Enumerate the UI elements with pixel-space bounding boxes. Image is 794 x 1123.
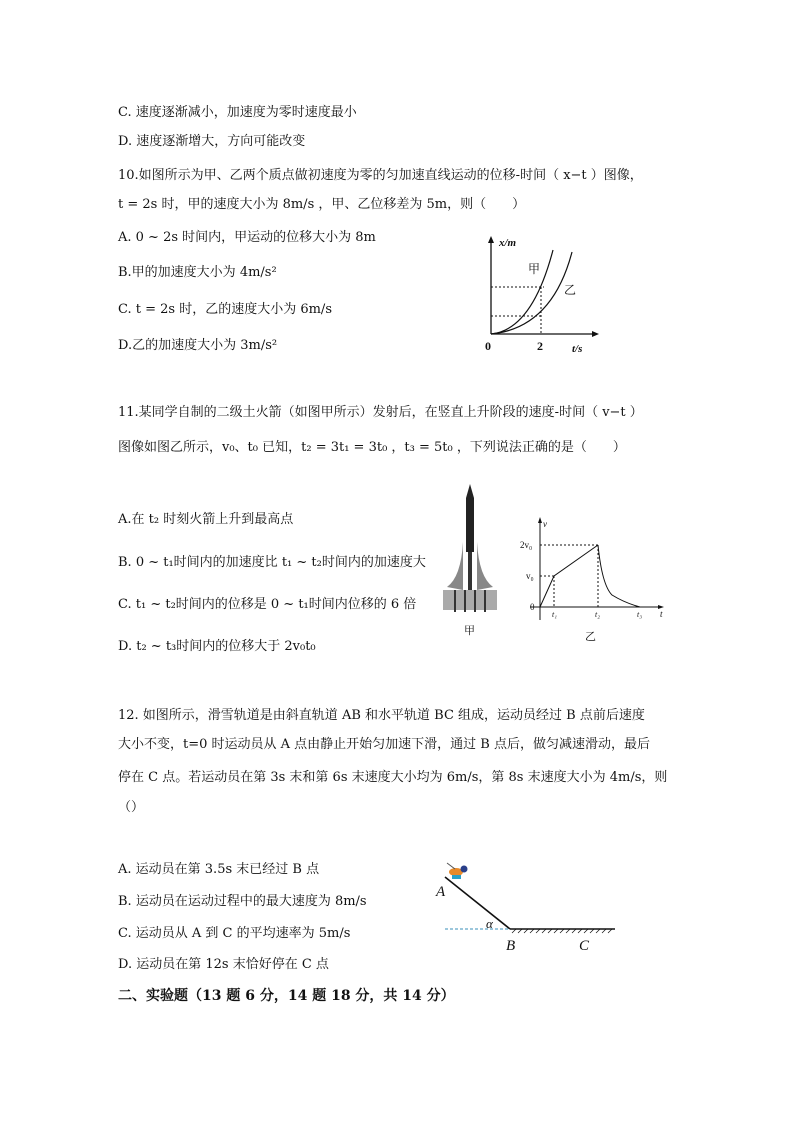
q12-stem-line4: （） bbox=[118, 800, 145, 815]
q12-stem-line1: 12. 如图所示，滑雪轨道是由斜直轨道 AB 和水平轨道 BC 组成，运动员经过 B 点前后速度 bbox=[118, 708, 645, 723]
q10-option-a: A. 0 ~ 2s 时间内，甲运动的位移大小为 8m bbox=[118, 230, 376, 245]
q12-stem-line3: 停在 C 点。若运动员在第 3s 末和第 6s 末速度大小均为 6m/s，第 8s 末速度大小为 4m/s，则 bbox=[118, 770, 668, 785]
origin-label: 0 bbox=[530, 602, 535, 612]
origin-label: 0 bbox=[485, 339, 491, 353]
section2-heading: 二、实验题（13 题 6 分，14 题 18 分，共 14 分） bbox=[118, 988, 455, 1004]
curve-label-jia: 甲 bbox=[528, 262, 541, 276]
q12-option-c: C. 运动员从 A 到 C 的平均速率为 5m/s bbox=[118, 926, 351, 941]
point-a-label: A bbox=[436, 884, 446, 900]
q11-option-c: C. t₁ ~ t₂时间内的位移是 0 ~ t₁时间内位移的 6 倍 bbox=[118, 597, 417, 612]
q11-option-d: D. t₂ ~ t₃时间内的位移大于 2v₀t₀ bbox=[118, 639, 316, 654]
q12-stem-line2: 大小不变，t=0 时运动员从 A 点由静止开始匀加速下滑，通过 B 点后，做匀减速滑动，最后 bbox=[118, 737, 650, 752]
q12-option-b: B. 运动员在运动过程中的最大速度为 8m/s bbox=[118, 894, 367, 909]
t-axis-label: t bbox=[660, 609, 663, 619]
y-tick-2v0: 2v₀ bbox=[520, 540, 533, 550]
angle-alpha-label: α bbox=[486, 916, 493, 931]
x-tick-t2: t₂ bbox=[595, 610, 601, 619]
q11-option-a: A.在 t₂ 时刻火箭上升到最高点 bbox=[118, 512, 294, 527]
rocket-figure bbox=[435, 482, 505, 642]
q10-stem-line1: 10.如图所示为甲、乙两个质点做初速度为零的匀加速直线运动的位移-时间（ x−t ）图像， bbox=[118, 168, 643, 183]
y-tick-v0: v₀ bbox=[526, 571, 534, 581]
q12-option-d: D. 运动员在第 12s 末恰好停在 C 点 bbox=[118, 957, 329, 972]
q10-stem-line2: t = 2s 时，甲的速度大小为 8m/s ，甲、乙位移差为 5m，则（ ） bbox=[118, 197, 526, 212]
q9-option-d: D. 速度逐渐增大，方向可能改变 bbox=[118, 134, 306, 149]
q11-stem-line1: 11.某同学自制的二级土火箭（如图甲所示）发射后，在竖直上升阶段的速度-时间（ v−t ） bbox=[118, 405, 643, 420]
skier-icon bbox=[447, 863, 468, 879]
q11-option-b: B. 0 ~ t₁时间内的加速度比 t₁ ~ t₂时间内的加速度大 bbox=[118, 555, 426, 570]
q10-option-d: D.乙的加速度大小为 3m/s² bbox=[118, 338, 278, 353]
x-tick-2: 2 bbox=[537, 339, 543, 353]
y-axis-label: x/m bbox=[499, 237, 517, 249]
x-tick-t1: t₁ bbox=[552, 610, 558, 619]
point-c-label: C bbox=[579, 938, 590, 954]
x-tick-t3: t₃ bbox=[637, 610, 643, 619]
q11-stem-line2: 图像如图乙所示，v₀、t₀ 已知，t₂ = 3t₁ = 3t₀ ，t₃ = 5t₀ ，下列说法正确的是（ ） bbox=[118, 440, 626, 455]
q12-option-a: A. 运动员在第 3.5s 末已经过 B 点 bbox=[118, 862, 320, 877]
q11-vt-graph bbox=[500, 515, 670, 650]
x-axis-label: t/s bbox=[572, 343, 583, 355]
point-b-label: B bbox=[506, 938, 516, 954]
curve-label-yi: 乙 bbox=[564, 283, 577, 297]
ski-track-figure bbox=[400, 855, 630, 955]
q10-xt-graph bbox=[470, 232, 600, 357]
q10-option-b: B.甲的加速度大小为 4m/s² bbox=[118, 265, 277, 280]
q10-option-c: C. t = 2s 时，乙的速度大小为 6m/s bbox=[118, 302, 332, 317]
rocket-caption: 甲 bbox=[464, 625, 475, 637]
graph-caption: 乙 bbox=[585, 631, 596, 643]
v-axis-label: v bbox=[543, 519, 547, 529]
q9-option-c: C. 速度逐渐减小，加速度为零时速度最小 bbox=[118, 105, 357, 120]
